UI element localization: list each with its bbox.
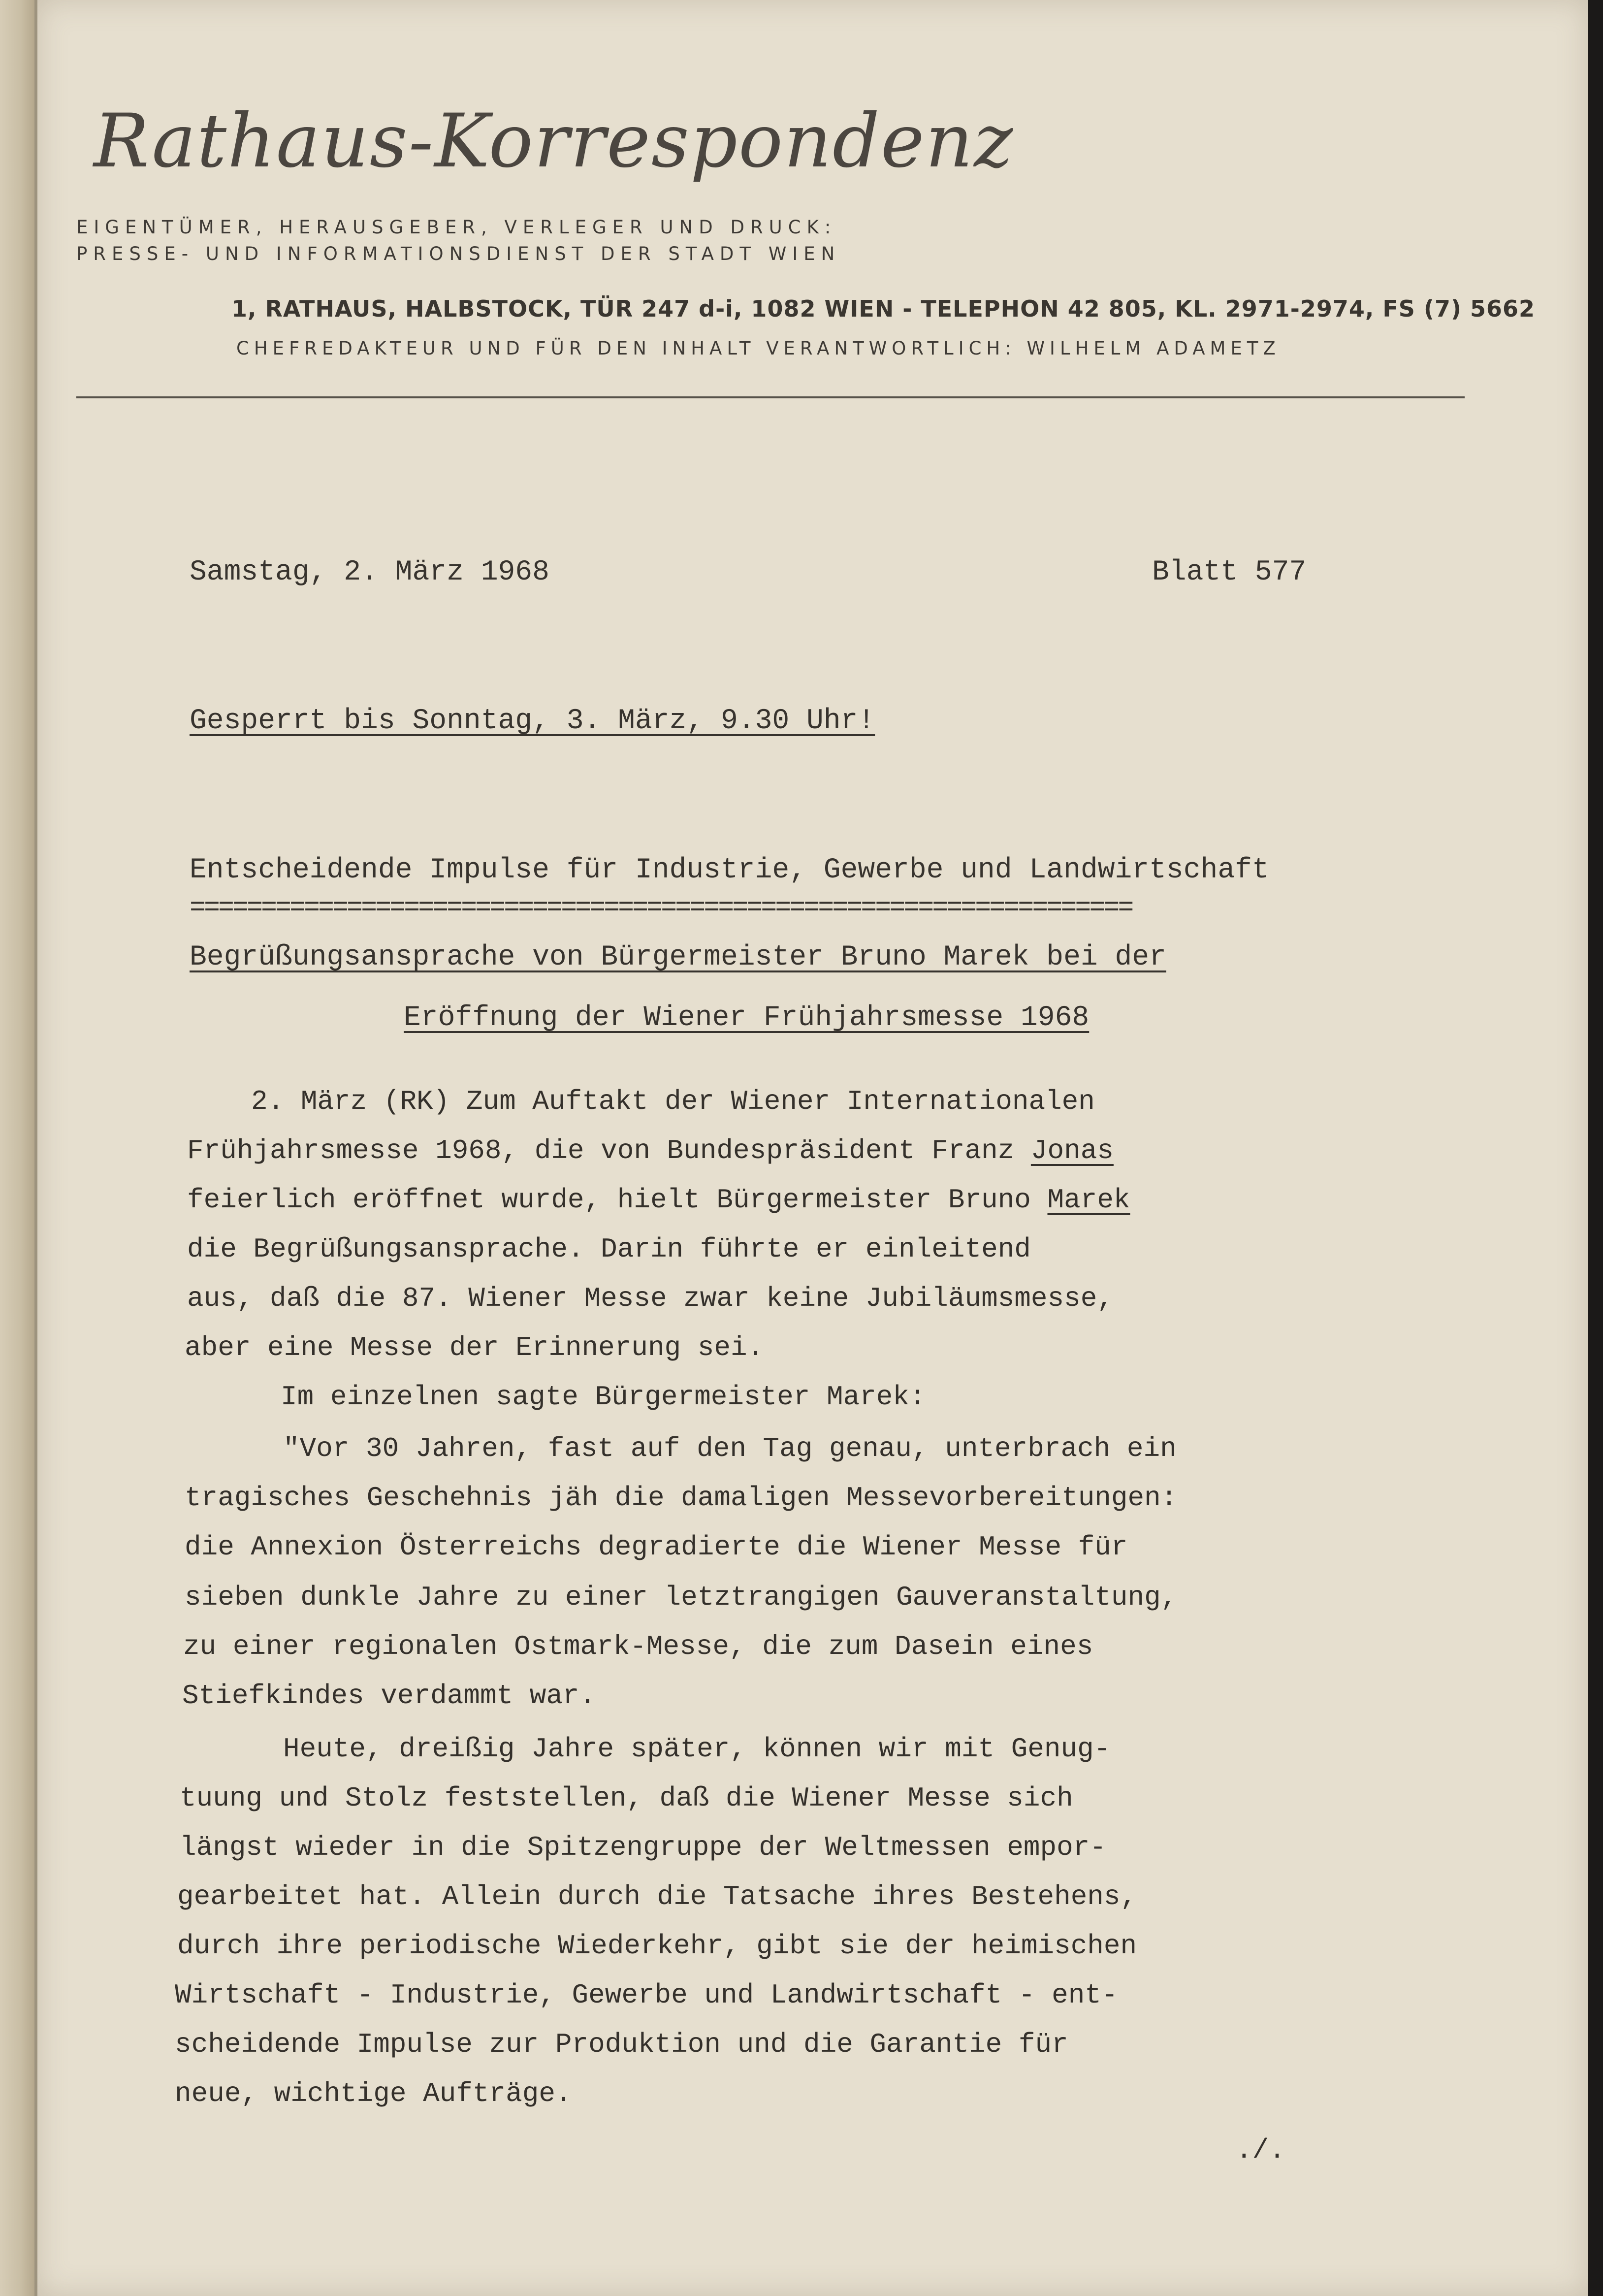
headline-separator: ================================================================== <box>190 892 1132 923</box>
p4-line-7: scheidende Impulse zur Produktion und die Garantie für <box>175 2029 1068 2060</box>
p1-line-1: 2. März (RK) Zum Auftakt der Wiener Internationalen <box>251 1086 1095 1117</box>
letterhead-owner-line1: EIGENTÜMER, HERAUSGEBER, VERLEGER UND DRUCK: <box>76 217 837 238</box>
sheet-number: Blatt 577 <box>1152 556 1307 588</box>
p2-line-1: Im einzelnen sagte Bürgermeister Marek: <box>281 1381 926 1413</box>
name-jonas: Jonas <box>1030 1135 1114 1166</box>
subheadline-1: Begrüßungsansprache von Bürgermeister Bruno Marek bei der <box>190 941 1166 973</box>
document-date: Samstag, 2. März 1968 <box>190 556 549 588</box>
letterhead-title: Rathaus-Korrespondenz <box>94 98 1014 184</box>
binding-edge <box>0 0 34 2296</box>
p1-line-4: die Begrüßungsansprache. Darin führte er einleitend <box>187 1233 1031 1265</box>
p4-line-3: längst wieder in die Spitzengruppe der Weltmessen empor- <box>180 1832 1106 1863</box>
p4-line-8: neue, wichtige Aufträge. <box>175 2078 572 2109</box>
subheadline-2: Eröffnung der Wiener Frühjahrsmesse 1968 <box>404 1002 1090 1034</box>
name-marek: Marek <box>1047 1184 1130 1216</box>
p3-line-2: tragisches Geschehnis jäh die damaligen Messevorbereitungen: <box>185 1482 1178 1514</box>
p4-line-1: Heute, dreißig Jahre später, können wir mit Genug- <box>283 1733 1111 1765</box>
embargo-notice: Gesperrt bis Sonntag, 3. März, 9.30 Uhr! <box>190 705 875 737</box>
p3-line-3: die Annexion Österreichs degradierte die Wiener Messe für <box>185 1531 1128 1563</box>
letterhead-editor: CHEFREDAKTEUR UND FÜR DEN INHALT VERANTWORTLICH: WILHELM ADAMETZ <box>236 338 1281 359</box>
p3-line-6: Stiefkindes verdammt war. <box>182 1680 596 1712</box>
letterhead-divider <box>76 396 1465 398</box>
p4-line-2: tuung und Stolz feststellen, daß die Wiener Messe sich <box>180 1782 1073 1814</box>
p1-line-5: aus, daß die 87. Wiener Messe zwar keine Jubiläumsmesse, <box>187 1283 1114 1314</box>
p1-line-6: aber eine Messe der Erinnerung sei. <box>185 1332 764 1363</box>
p3-line-4: sieben dunkle Jahre zu einer letztrangigen Gauveranstaltung, <box>185 1582 1178 1613</box>
p4-line-4: gearbeitet hat. Allein durch die Tatsache ihres Bestehens, <box>177 1881 1137 1912</box>
p4-line-5: durch ihre periodische Wiederkehr, gibt sie der heimischen <box>177 1930 1137 1962</box>
letterhead-address: 1, RATHAUS, HALBSTOCK, TÜR 247 d-i, 1082 WIEN - TELEPHON 42 805, KL. 2971-2974, FS (7) 5662 <box>231 295 1536 322</box>
p3-line-5: zu einer regionalen Ostmark-Messe, die zum Dasein eines <box>183 1631 1093 1662</box>
p1-line-3: feierlich eröffnet wurde, hielt Bürgermeister Bruno Marek <box>187 1184 1130 1216</box>
p4-line-6: Wirtschaft - Industrie, Gewerbe und Landwirtschaft - ent- <box>175 1979 1118 2011</box>
headline: Entscheidende Impulse für Industrie, Gewerbe und Landwirtschaft <box>190 854 1269 886</box>
letterhead-owner-line2: PRESSE- UND INFORMATIONSDIENST DER STADT WIEN <box>76 243 841 264</box>
continuation-mark: ./. <box>1236 2134 1285 2166</box>
p3-line-1: "Vor 30 Jahren, fast auf den Tag genau, unterbrach ein <box>283 1433 1177 1464</box>
p1-line-2: Frühjahrsmesse 1968, die von Bundespräsident Franz Jonas <box>187 1135 1114 1166</box>
